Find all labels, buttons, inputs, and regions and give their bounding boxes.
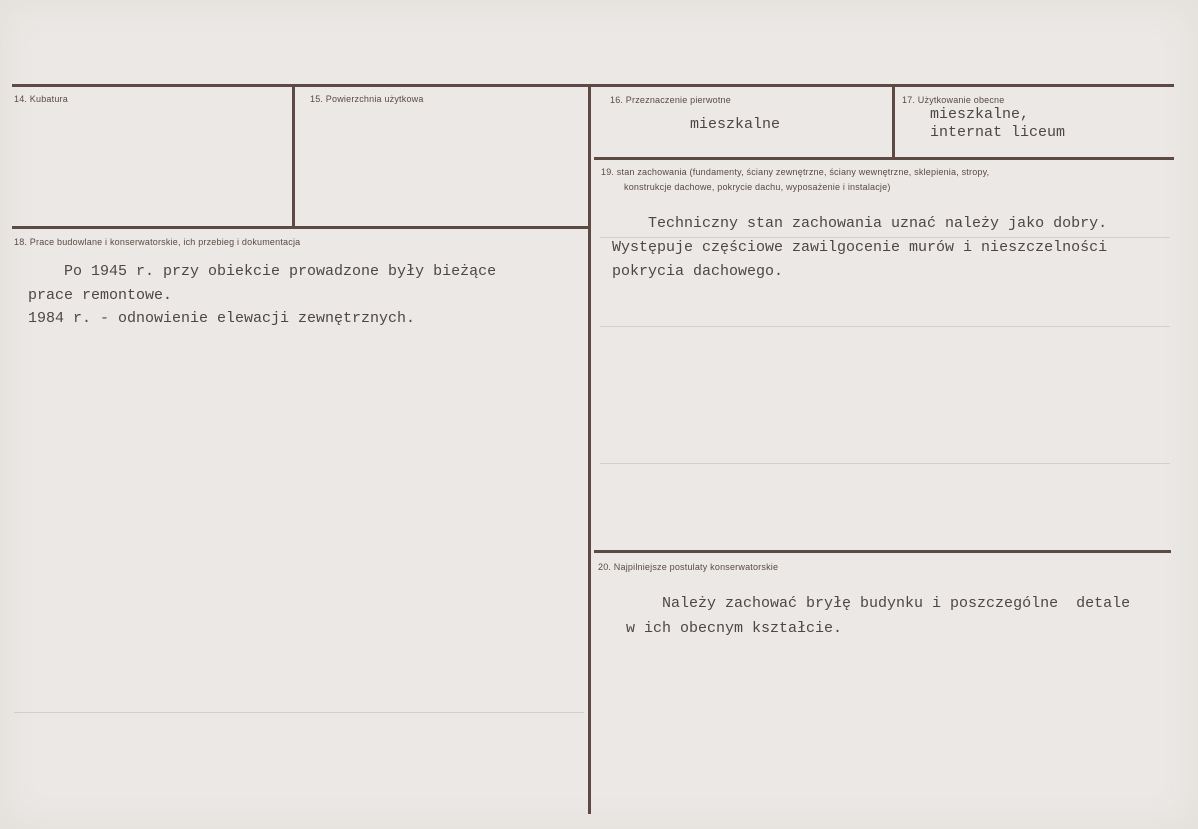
field-20-line1: Należy zachować bryłę budynku i poszczególne detale: [626, 595, 1131, 612]
field-16-label: 16. Przeznaczenie pierwotne: [610, 95, 731, 105]
divider-14-15: [292, 84, 295, 229]
field-19-line1: Techniczny stan zachowania uznać należy jako dobry.: [612, 215, 1108, 232]
divider-left-right: [588, 84, 591, 814]
field-19-label-line2: konstrukcje dachowe, pokrycie dachu, wyposażenie i instalacje): [624, 182, 891, 192]
field-18-line1: Po 1945 r. przy obiekcie prowadzone były bieżące: [28, 263, 497, 280]
field-17-value-line2: internat liceum: [930, 124, 1066, 141]
field-20-label: 20. Najpilniejsze postulaty konserwatorskie: [598, 562, 779, 572]
field-19-line2: Występuje częściowe zawilgocenie murów i nieszczelności: [612, 239, 1108, 256]
rule-above-20: [594, 550, 1171, 553]
field-18-line2: prace remontowe.: [28, 287, 173, 304]
field-20-line2: w ich obecnym kształcie.: [626, 620, 843, 637]
field-19-line3: pokrycia dachowego.: [612, 263, 784, 280]
showthrough-line: [600, 326, 1170, 327]
divider-16-17: [892, 86, 895, 159]
rule-above-18: [12, 226, 590, 229]
field-18-line3: 1984 r. - odnowienie elewacji zewnętrznych.: [28, 310, 416, 327]
field-19-label-line1: 19. stan zachowania (fundamenty, ściany zewnętrzne, ściany wewnętrzne, sklepienia, stropy,: [601, 167, 990, 177]
field-17-label: 17. Użytkowanie obecne: [902, 95, 1005, 105]
field-16-value: mieszkalne: [690, 116, 781, 133]
showthrough-line: [600, 463, 1170, 464]
field-17-value-line1: mieszkalne,: [930, 106, 1030, 123]
field-18-label: 18. Prace budowlane i konserwatorskie, ich przebieg i dokumentacja: [14, 237, 301, 247]
rule-above-19: [594, 157, 1174, 160]
field-14-label: 14. Kubatura: [14, 94, 68, 104]
top-rule: [12, 84, 1174, 87]
field-15-label: 15. Powierzchnia użytkowa: [310, 94, 424, 104]
showthrough-line: [14, 712, 584, 713]
